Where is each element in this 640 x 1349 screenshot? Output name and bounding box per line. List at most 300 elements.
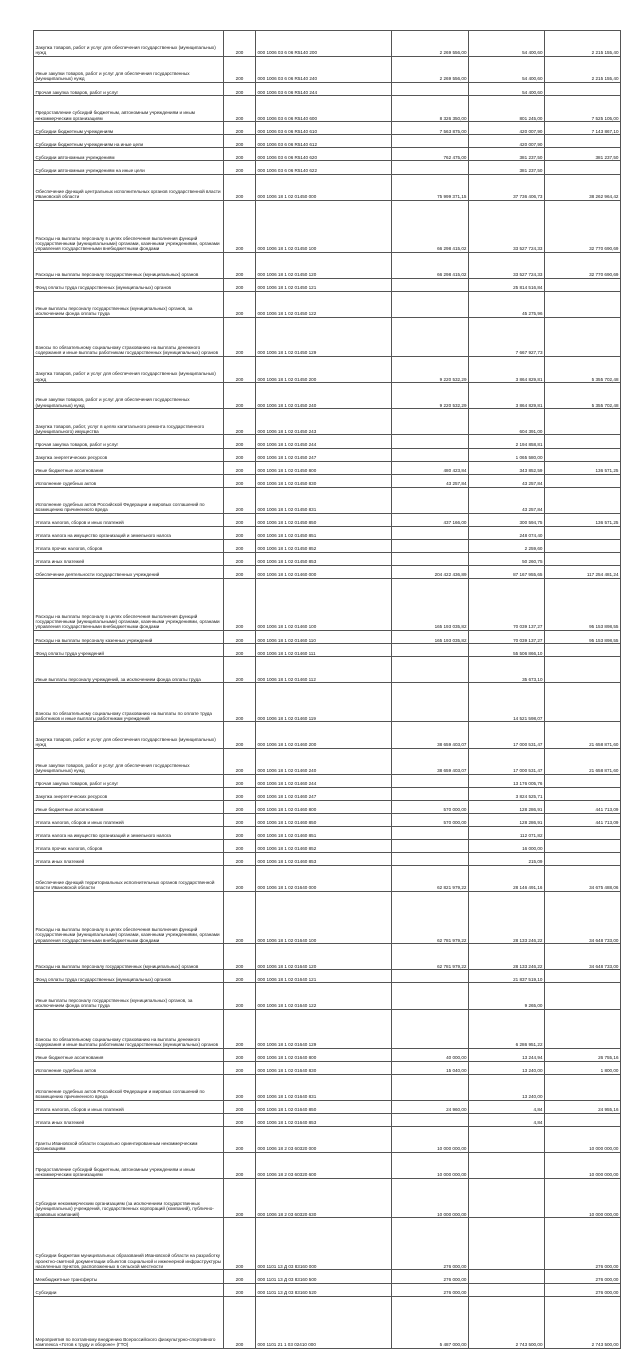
row-executed-cell: 50 260,75 [469,552,545,565]
row-approved-cell [392,409,469,435]
row-code-cell: 200 [224,435,256,448]
row-kbk-cell: 000 1006 18 1 02 01450 244 [256,435,392,448]
row-kbk-cell: 000 1101 21 1 03 02410 000 [256,1296,392,1348]
row-unexecuted-cell [545,318,621,357]
row-approved-cell: 9 220 532,29 [392,383,469,409]
row-kbk-cell: 000 1006 18 1 02 01640 831 [256,1074,392,1100]
row-name-cell: Фонд оплаты труда государственных (муниципальных) органов [34,970,224,983]
row-unexecuted-cell: 276 000,00 [545,1270,621,1283]
row-kbk-cell: 000 1006 18 1 02 01640 122 [256,983,392,1009]
row-executed-cell [469,1179,545,1218]
table-row [34,578,621,630]
row-name-cell: Уплата налога на имущество организаций и земельного налога [34,526,224,539]
table-row [34,96,621,122]
row-unexecuted-cell [545,970,621,983]
row-unexecuted-cell: 117 254 481,24 [545,565,621,578]
row-approved-cell [392,852,469,865]
row-code-cell: 200 [224,1061,256,1074]
row-unexecuted-cell [545,83,621,96]
row-unexecuted-cell [545,774,621,787]
row-executed-cell: 13 240,00 [469,1074,545,1100]
row-name-cell: Иные выплаты персоналу государственных (муниципальных) органов, за исключением фонда оплаты труда [34,291,224,317]
row-code-cell: 200 [224,96,256,122]
row-executed-cell: 54 400,60 [469,31,545,57]
row-unexecuted-cell: 34 675 488,06 [545,866,621,892]
row-code-cell: 200 [224,944,256,970]
row-executed-cell: 3 864 829,81 [469,357,545,383]
row-kbk-cell: 000 1101 13 Д 03 83160 000 [256,1218,392,1270]
row-unexecuted-cell: 1 800,00 [545,1061,621,1074]
row-kbk-cell: 000 1006 18 1 02 01450 100 [256,200,392,252]
row-code-cell: 200 [224,318,256,357]
row-kbk-cell: 000 1006 18 1 02 01640 100 [256,892,392,944]
row-unexecuted-cell: 10 000 000,00 [545,1153,621,1179]
row-code-cell: 200 [224,448,256,461]
row-approved-cell [392,487,469,513]
table-row [34,57,621,83]
row-kbk-cell: 000 1101 13 Д 03 83160 500 [256,1270,392,1283]
row-name-cell: Прочая закупка товаров, работ и услуг [34,83,224,96]
row-unexecuted-cell: 21 658 871,60 [545,748,621,774]
row-approved-cell: 437 166,00 [392,513,469,526]
row-kbk-cell: 000 1006 18 1 02 01450 800 [256,461,392,474]
row-kbk-cell: 000 1006 18 1 02 01450 120 [256,252,392,278]
table-row [34,774,621,787]
table-row [34,866,621,892]
row-name-cell: Иные выплаты персоналу государственных (муниципальных) органов, за исключением фонда оплаты труда [34,983,224,1009]
row-code-cell: 200 [224,565,256,578]
table-row [34,200,621,252]
row-approved-cell: 10 000 000,00 [392,1179,469,1218]
row-approved-cell [392,291,469,317]
row-unexecuted-cell: 10 000 000,00 [545,1179,621,1218]
row-approved-cell [392,970,469,983]
row-executed-cell: 6 286 951,22 [469,1009,545,1048]
row-kbk-cell: 000 1006 18 1 02 01640 800 [256,1048,392,1061]
row-kbk-cell: 000 1006 18 2 03 60320 600 [256,1153,392,1179]
row-unexecuted-cell [545,161,621,174]
row-approved-cell [392,787,469,800]
row-approved-cell [392,644,469,657]
row-kbk-cell: 000 1006 03 6 06 R5140 200 [256,31,392,57]
row-name-cell: Уплата прочих налогов, сборов [34,839,224,852]
row-name-cell: Закупка товаров, работ, услуг в целях капитального ремонта государственного (муниципального) имущества [34,409,224,435]
row-approved-cell: 38 659 403,07 [392,748,469,774]
row-kbk-cell: 000 1006 03 6 06 R5140 244 [256,83,392,96]
row-name-cell: Уплата прочих налогов, сборов [34,539,224,552]
row-unexecuted-cell [545,1074,621,1100]
table-row [34,174,621,200]
row-code-cell: 200 [224,1218,256,1270]
table-row [34,291,621,317]
row-unexecuted-cell [545,539,621,552]
row-name-cell: Иные закупки товаров, работ и услуг для обеспечения государственных (муниципальных) нужд [34,57,224,83]
row-code-cell: 200 [224,748,256,774]
row-kbk-cell: 000 1006 18 1 02 01460 119 [256,683,392,722]
row-code-cell: 200 [224,1100,256,1113]
row-code-cell: 200 [224,1179,256,1218]
row-unexecuted-cell: 34 648 733,00 [545,892,621,944]
row-code-cell: 200 [224,122,256,135]
row-approved-cell: 276 000,00 [392,1283,469,1296]
row-code-cell: 200 [224,57,256,83]
row-code-cell: 200 [224,1126,256,1152]
row-approved-cell: 2 269 556,00 [392,31,469,57]
row-approved-cell: 62 781 979,22 [392,892,469,944]
row-approved-cell [392,826,469,839]
row-code-cell: 200 [224,826,256,839]
row-name-cell: Уплата иных платежей [34,852,224,865]
row-code-cell: 200 [224,278,256,291]
table-row [34,1009,621,1048]
row-approved-cell: 66 298 415,02 [392,200,469,252]
table-row [34,278,621,291]
budget-execution-table [33,30,621,1349]
row-executed-cell: 16 000,00 [469,839,545,852]
row-executed-cell: 17 000 531,47 [469,748,545,774]
row-code-cell: 200 [224,813,256,826]
table-row [34,1270,621,1283]
row-name-cell: Взносы по обязательному социальному страхованию на выплаты по оплате труда работников и иные выплаты работникам учреждений [34,683,224,722]
row-executed-cell [469,1270,545,1283]
row-executed-cell: 2 259,60 [469,539,545,552]
row-name-cell: Уплата налогов, сборов и иных платежей [34,813,224,826]
row-executed-cell: 2 194 858,81 [469,435,545,448]
row-approved-cell: 66 298 415,02 [392,252,469,278]
row-name-cell: Уплата иных платежей [34,1113,224,1126]
table-row [34,435,621,448]
row-approved-cell: 75 999 371,15 [392,174,469,200]
table-row [34,487,621,513]
row-unexecuted-cell [545,826,621,839]
row-code-cell: 200 [224,578,256,630]
row-executed-cell: 381 237,50 [469,148,545,161]
row-code-cell: 200 [224,1283,256,1296]
row-name-cell: Иные бюджетные ассигнования [34,1048,224,1061]
row-name-cell: Субсидии бюджетным учреждениям на иные цели [34,135,224,148]
row-name-cell: Субсидии автономным учреждениям на иные цели [34,161,224,174]
row-kbk-cell: 000 1006 18 1 02 01640 120 [256,944,392,970]
table-row [34,1296,621,1348]
row-kbk-cell: 000 1006 03 6 06 R5140 600 [256,96,392,122]
row-code-cell: 200 [224,409,256,435]
row-code-cell: 200 [224,1048,256,1061]
table-row [34,161,621,174]
row-kbk-cell: 000 1006 18 1 02 01450 831 [256,487,392,513]
row-approved-cell: 7 563 875,00 [392,122,469,135]
row-executed-cell [469,1283,545,1296]
row-name-cell: Субсидии некоммерческим организациям (за исключением государственных (муниципальных) учреждений, государственных корпораций (компаний), публично-правовых компаний) [34,1179,224,1218]
row-name-cell: Расходы на выплаты персоналу государственных (муниципальных) органов [34,252,224,278]
row-approved-cell [392,1113,469,1126]
row-name-cell: Закупка товаров, работ и услуг для обеспечения государственных (муниципальных) нужд [34,722,224,748]
row-name-cell: Взносы по обязательному социальному страхованию на выплаты денежного содержания и иные выплаты работникам государственных (муниципальных) органов [34,318,224,357]
row-executed-cell: 300 594,75 [469,513,545,526]
row-code-cell: 200 [224,1153,256,1179]
table-row [34,657,621,683]
row-code-cell: 200 [224,148,256,161]
row-kbk-cell: 000 1006 03 6 06 R5140 622 [256,161,392,174]
row-kbk-cell: 000 1006 18 1 02 01460 200 [256,722,392,748]
row-name-cell: Закупка товаров, работ и услуг для обеспечения государственных (муниципальных) нужд [34,357,224,383]
row-kbk-cell: 000 1006 18 1 02 01450 853 [256,552,392,565]
table-row [34,148,621,161]
row-approved-cell [392,448,469,461]
row-approved-cell [392,1074,469,1100]
row-name-cell: Фонд оплаты труда учреждений [34,644,224,657]
row-name-cell: Прочая закупка товаров, работ и услуг [34,435,224,448]
table-row [34,122,621,135]
row-name-cell: Фонд оплаты труда государственных (муниципальных) органов [34,278,224,291]
table-row [34,135,621,148]
row-name-cell: Расходы на выплаты персоналу в целях обеспечения выполнения функций государственными (муниципальными) органами, казенными учреждениями, органами управления государственными внебюджетными фондами [34,200,224,252]
row-unexecuted-cell [545,1113,621,1126]
row-approved-cell: 9 220 532,29 [392,357,469,383]
row-kbk-cell: 000 1006 18 1 02 01640 129 [256,1009,392,1048]
row-executed-cell: 420 007,90 [469,122,545,135]
row-kbk-cell: 000 1006 18 1 02 01450 129 [256,318,392,357]
row-kbk-cell: 000 1006 18 1 02 01450 850 [256,513,392,526]
row-approved-cell [392,318,469,357]
row-name-cell: Гранты Ивановской области социально ориентированным некоммерческим организациям [34,1126,224,1152]
row-approved-cell: 276 000,00 [392,1218,469,1270]
row-approved-cell: 204 422 436,89 [392,565,469,578]
row-name-cell: Субсидии автономным учреждениям [34,148,224,161]
row-kbk-cell: 000 1006 18 1 02 01450 247 [256,448,392,461]
row-executed-cell: 381 237,50 [469,161,545,174]
row-unexecuted-cell: 7 143 867,10 [545,122,621,135]
row-unexecuted-cell [545,135,621,148]
row-code-cell: 200 [224,983,256,1009]
row-name-cell: Уплата налогов, сборов и иных платежей [34,513,224,526]
row-unexecuted-cell: 38 262 964,42 [545,174,621,200]
table-row [34,970,621,983]
row-executed-cell: 13 244,94 [469,1048,545,1061]
table-row [34,644,621,657]
row-code-cell: 200 [224,1113,256,1126]
row-name-cell: Иные бюджетные ассигнования [34,800,224,813]
row-approved-cell [392,161,469,174]
row-unexecuted-cell: 2 215 155,40 [545,31,621,57]
row-name-cell: Субсидии бюджетным учреждениям [34,122,224,135]
row-executed-cell: 43 257,84 [469,487,545,513]
row-code-cell: 200 [224,252,256,278]
row-name-cell: Закупка энергетических ресурсов [34,448,224,461]
row-approved-cell [392,539,469,552]
row-code-cell: 200 [224,513,256,526]
row-unexecuted-cell [545,852,621,865]
row-executed-cell: 3 864 829,81 [469,383,545,409]
row-kbk-cell: 000 1006 18 1 02 01460 852 [256,839,392,852]
row-kbk-cell: 000 1006 18 1 02 01460 244 [256,774,392,787]
row-executed-cell: 28 133 246,22 [469,892,545,944]
table-row [34,944,621,970]
row-code-cell: 200 [224,461,256,474]
row-code-cell: 200 [224,631,256,644]
row-unexecuted-cell: 32 770 690,69 [545,200,621,252]
row-unexecuted-cell: 7 525 105,00 [545,96,621,122]
row-executed-cell: 112 071,82 [469,826,545,839]
row-executed-cell [469,1218,545,1270]
row-kbk-cell: 000 1006 03 6 06 R5140 620 [256,148,392,161]
row-name-cell: Уплата налогов, сборов и иных платежей [34,1100,224,1113]
row-executed-cell: 87 167 955,65 [469,565,545,578]
row-approved-cell: 570 000,00 [392,800,469,813]
row-code-cell: 200 [224,774,256,787]
row-unexecuted-cell: 2 215 155,40 [545,57,621,83]
row-approved-cell: 165 193 035,82 [392,578,469,630]
row-kbk-cell: 000 1006 03 6 06 R5140 610 [256,122,392,135]
row-approved-cell [392,526,469,539]
row-approved-cell [392,552,469,565]
row-approved-cell [392,774,469,787]
row-name-cell: Уплата иных платежей [34,552,224,565]
row-name-cell: Иные бюджетные ассигнования [34,461,224,474]
row-code-cell: 200 [224,644,256,657]
row-code-cell: 200 [224,852,256,865]
row-kbk-cell: 000 1006 18 1 02 01450 243 [256,409,392,435]
table-row [34,722,621,748]
row-executed-cell: 25 814 516,84 [469,278,545,291]
table-row [34,526,621,539]
row-kbk-cell: 000 1006 18 1 02 01450 200 [256,357,392,383]
table-row [34,1113,621,1126]
row-kbk-cell: 000 1006 18 1 02 01450 240 [256,383,392,409]
row-code-cell: 200 [224,135,256,148]
table-row [34,83,621,96]
row-code-cell: 200 [224,383,256,409]
row-unexecuted-cell: 95 153 898,55 [545,631,621,644]
row-code-cell: 200 [224,539,256,552]
row-approved-cell: 24 960,00 [392,1100,469,1113]
row-code-cell: 200 [224,839,256,852]
row-name-cell: Предоставление субсидий бюджетным, автономным учреждениям и иным некоммерческим организациям [34,1153,224,1179]
row-unexecuted-cell: 34 648 733,00 [545,944,621,970]
row-unexecuted-cell: 136 571,25 [545,513,621,526]
row-code-cell: 200 [224,1270,256,1283]
row-approved-cell [392,1009,469,1048]
row-code-cell: 200 [224,892,256,944]
table-row [34,318,621,357]
row-unexecuted-cell [545,487,621,513]
row-name-cell: Расходы на выплаты персоналу государственных (муниципальных) органов [34,944,224,970]
row-approved-cell [392,435,469,448]
row-unexecuted-cell [545,435,621,448]
row-executed-cell: 54 400,60 [469,83,545,96]
row-code-cell: 200 [224,174,256,200]
table-row [34,800,621,813]
table-row [34,1283,621,1296]
row-unexecuted-cell [545,409,621,435]
row-name-cell: Исполнение судебных актов [34,474,224,487]
row-name-cell: Иные закупки товаров, работ и услуг для обеспечения государственных (муниципальных) нужд [34,748,224,774]
row-unexecuted-cell [545,683,621,722]
row-executed-cell: 13 240,00 [469,1061,545,1074]
row-code-cell: 200 [224,657,256,683]
row-executed-cell [469,1153,545,1179]
row-code-cell: 200 [224,357,256,383]
table-row [34,1074,621,1100]
row-approved-cell: 762 475,00 [392,148,469,161]
row-executed-cell: 128 286,91 [469,813,545,826]
table-row [34,892,621,944]
row-kbk-cell: 000 1006 18 1 02 01460 240 [256,748,392,774]
row-code-cell: 200 [224,866,256,892]
table-row [34,1048,621,1061]
row-unexecuted-cell: 32 770 690,69 [545,252,621,278]
row-executed-cell: 43 257,84 [469,474,545,487]
row-code-cell: 200 [224,787,256,800]
table-row [34,474,621,487]
row-kbk-cell: 000 1006 18 1 02 01640 121 [256,970,392,983]
row-code-cell: 200 [224,683,256,722]
row-unexecuted-cell: 276 000,00 [545,1218,621,1270]
row-approved-cell [392,83,469,96]
row-name-cell: Предоставление субсидий бюджетным, автономным учреждениям и иным некоммерческим организациям [34,96,224,122]
row-name-cell: Закупка энергетических ресурсов [34,787,224,800]
row-executed-cell: 17 000 531,47 [469,722,545,748]
row-executed-cell: 28 133 246,22 [469,944,545,970]
row-approved-cell: 570 000,00 [392,813,469,826]
row-name-cell: Взносы по обязательному социальному страхованию на выплаты денежного содержания и иные выплаты работникам государственных (муниципальных) органов [34,1009,224,1048]
row-approved-cell: 5 487 000,00 [392,1296,469,1348]
row-code-cell: 200 [224,552,256,565]
row-unexecuted-cell [545,839,621,852]
row-code-cell: 200 [224,1074,256,1100]
row-approved-cell: 276 000,00 [392,1270,469,1283]
row-unexecuted-cell [545,278,621,291]
row-unexecuted-cell: 10 000 000,00 [545,1126,621,1152]
row-kbk-cell: 000 1006 18 1 02 01450 851 [256,526,392,539]
row-approved-cell: 62 821 979,22 [392,866,469,892]
row-kbk-cell: 000 1006 18 1 02 01450 830 [256,474,392,487]
row-approved-cell: 43 257,84 [392,474,469,487]
row-approved-cell [392,983,469,1009]
row-executed-cell: 28 146 491,16 [469,866,545,892]
row-approved-cell [392,657,469,683]
row-code-cell: 200 [224,1009,256,1048]
row-kbk-cell: 000 1006 18 1 02 01640 000 [256,866,392,892]
row-executed-cell: 55 506 866,10 [469,644,545,657]
row-name-cell: Обеспечение функций территориальных исполнительных органов государственной власти Ивановской области [34,866,224,892]
row-unexecuted-cell: 2 743 500,00 [545,1296,621,1348]
row-executed-cell: 9 265,00 [469,983,545,1009]
row-executed-cell: 3 824 525,71 [469,787,545,800]
table-row [34,1100,621,1113]
row-unexecuted-cell [545,644,621,657]
row-name-cell: Субсидии [34,1283,224,1296]
row-name-cell: Межбюджетные трансферты [34,1270,224,1283]
row-kbk-cell: 000 1006 18 1 02 01460 800 [256,800,392,813]
row-executed-cell: 7 667 927,73 [469,318,545,357]
table-row [34,983,621,1009]
row-approved-cell [392,839,469,852]
row-approved-cell: 10 000 000,00 [392,1153,469,1179]
table-body [34,31,621,1349]
row-kbk-cell: 000 1006 18 1 02 01450 121 [256,278,392,291]
row-unexecuted-cell: 276 000,00 [545,1283,621,1296]
row-approved-cell: 38 659 403,07 [392,722,469,748]
row-executed-cell: 4,84 [469,1100,545,1113]
row-approved-cell [392,683,469,722]
row-code-cell: 200 [224,722,256,748]
row-executed-cell: 33 527 724,33 [469,252,545,278]
row-unexecuted-cell [545,526,621,539]
row-name-cell: Исполнение судебных актов Российской Федерации и мировых соглашений по возмещению причиненного вреда [34,487,224,513]
row-name-cell: Субсидии бюджетам муниципальных образований Ивановской области на разработку проектно-сметной документации объектов социальной и инженерной инфраструктуры населенных пунктов, расположенных в сельской местности [34,1218,224,1270]
row-name-cell: Расходы на выплаты персоналу в целях обеспечения выполнения функций государственными (муниципальными) органами, казенными учреждениями, органами управления государственными внебюджетными фондами [34,892,224,944]
row-unexecuted-cell: 21 658 871,60 [545,722,621,748]
